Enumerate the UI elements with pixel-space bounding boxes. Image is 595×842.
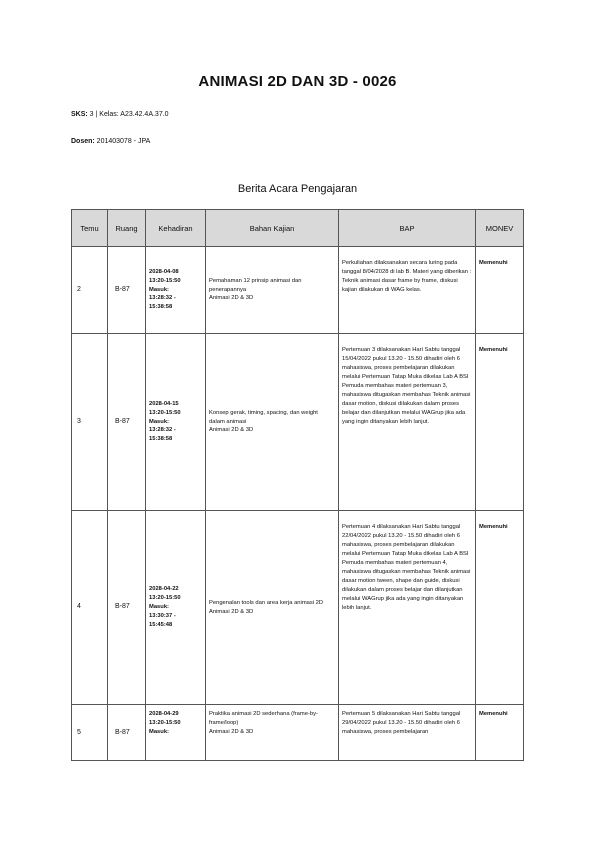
table-row (72, 705, 524, 761)
kehadiran-time: 13:20-15:50 (149, 719, 181, 726)
kehadiran-time: 13:20-15:50 (149, 277, 181, 284)
monev-cell: Memenuhi (476, 511, 524, 705)
bahan-kajian-text: Pemahaman 12 prinsip animasi dan penerapannya (209, 277, 302, 293)
kehadiran-label: Masuk: (149, 286, 169, 293)
kehadiran-out: 15:45:48 (149, 621, 173, 628)
bap-text: Perkuliahan dilaksanakan secara luring pada tanggal 8/04/2028 di lab B. Materi yang diberikan : Teknik animasi dasar frame by frame, diskusi kajian dilakukan di WAG kelas. (342, 260, 472, 293)
ruang-cell: B-87 (108, 511, 146, 705)
sks-kelas-value: 3 | Kelas: A23.42.4A.37.0 (87, 111, 169, 118)
bahan-kajian-subject: Animasi 2D & 3D (209, 728, 254, 735)
kehadiran-in: 13:28:32 - (149, 427, 176, 434)
dosen-line (71, 138, 150, 145)
dosen-value: 201403078 - JPA (94, 138, 151, 145)
header-bap: BAP (339, 210, 476, 247)
bahan-kajian-subject: Animasi 2D & 3D (209, 427, 254, 434)
dosen-label: Dosen: (71, 138, 95, 145)
ruang-cell: B-87 (108, 247, 146, 334)
kehadiran-time: 13:20-15:50 (149, 409, 181, 416)
temu-cell: 2 (72, 247, 108, 334)
kehadiran-date: 2028-04-15 (149, 400, 179, 407)
kehadiran-label: Masuk: (149, 728, 169, 735)
table-row (72, 511, 524, 705)
table-row (72, 247, 524, 334)
kehadiran-label: Masuk: (149, 418, 169, 425)
kehadiran-out: 15:38:58 (149, 436, 173, 443)
bap-text: Pertemuan 3 dilaksanakan Hari Sabtu tanggal 15/04/2022 pukul 13.20 - 15.50 dihadiri oleh 6 mahasiswa, proses pembelajaran dilakukan melalui Pertemuan Tatap Muka dikelas Lab A BSI Pemuda membahas materi pertemuan 3, mahasiswa ditugaskan membahas Teknik animasi dasar motion, diskusi dilakukan dalam proses belajar dan dilanjutkan melalui WAGrup jika ada yang ingin ditanyakan lebih lanjut. (342, 347, 471, 425)
bap-table (71, 209, 524, 761)
bahan-kajian-cell (206, 511, 339, 705)
page-title: ANIMASI 2D DAN 3D - 0026 (198, 73, 397, 90)
header-kehadiran: Kehadiran (146, 210, 206, 247)
kehadiran-date: 2028-04-22 (149, 586, 179, 593)
kehadiran-cell (146, 511, 206, 705)
table-row (72, 334, 524, 511)
header-monev: MONEV (476, 210, 524, 247)
table-header-row (72, 210, 524, 247)
bahan-kajian-text: Praktika animasi 2D sederhana (frame-by-frame/loop) (209, 711, 318, 726)
ruang-cell: B-87 (108, 334, 146, 511)
bahan-kajian-text: Konsep gerak, timing, spacing, dan weight dalam animasi (209, 409, 318, 425)
bap-cell (339, 247, 476, 334)
header-temu: Temu (72, 210, 108, 247)
kehadiran-cell (146, 247, 206, 334)
kehadiran-label: Masuk: (149, 604, 169, 610)
bap-cell (339, 705, 476, 761)
bahan-kajian-subject: Animasi 2D & 3D (209, 295, 254, 302)
sks-label: SKS: (71, 111, 88, 118)
kehadiran-in: 13:28:32 - (149, 295, 176, 302)
kehadiran-cell (146, 334, 206, 511)
monev-cell: Memenuhi (476, 705, 524, 761)
kehadiran-date: 2028-04-29 (149, 711, 179, 717)
bap-text: Pertemuan 5 dilaksanakan Hari Sabtu tanggal 29/04/2022 pukul 13.20 - 15.50 dihadiri oleh 6 mahasiswa, proses pembelajaran (342, 711, 461, 735)
temu-cell: 3 (72, 334, 108, 511)
monev-cell: Memenuhi (476, 247, 524, 334)
bahan-kajian-text: Pengenalan tools dan area kerja animasi 2D (209, 599, 324, 606)
header-bahan-kajian: Bahan Kajian (206, 210, 339, 247)
sks-kelas-line (71, 111, 169, 118)
monev-cell: Memenuhi (476, 334, 524, 511)
bap-text: Pertemuan 4 dilaksanakan Hari Sabtu tanggal 22/04/2022 pukul 13.20 - 15.50 dihadiri oleh 6 mahasiswa, proses pembelajaran dilakukan melalui Pertemuan Tatap Muka dikelas Lab A BSI Pemuda membahas materi pertemuan 4, mahasiswa ditugaskan membahas Teknik animasi dasar motion tween, shape dan guide, diskusi dilakukan dalam proses belajar dan dilanjutkan melalui WAGrup jika ada yang ingin ditanyakan lebih lanjut. (342, 524, 471, 611)
kehadiran-cell (146, 705, 206, 761)
bap-cell (339, 334, 476, 511)
bap-cell (339, 511, 476, 705)
section-title: Berita Acara Pengajaran (237, 183, 358, 195)
bahan-kajian-cell (206, 247, 339, 334)
bahan-kajian-cell (206, 705, 339, 761)
kehadiran-time: 13:20-15:50 (149, 595, 181, 602)
temu-cell: 4 (72, 511, 108, 705)
kehadiran-out: 15:38:58 (149, 304, 173, 311)
bahan-kajian-cell (206, 334, 339, 511)
kehadiran-in: 13:30:37 - (149, 612, 176, 619)
kehadiran-date: 2028-04-08 (149, 268, 179, 275)
bahan-kajian-subject: Animasi 2D & 3D (209, 608, 254, 615)
ruang-cell: B-87 (108, 705, 146, 761)
header-ruang: Ruang (108, 210, 146, 247)
temu-cell: 5 (72, 705, 108, 761)
